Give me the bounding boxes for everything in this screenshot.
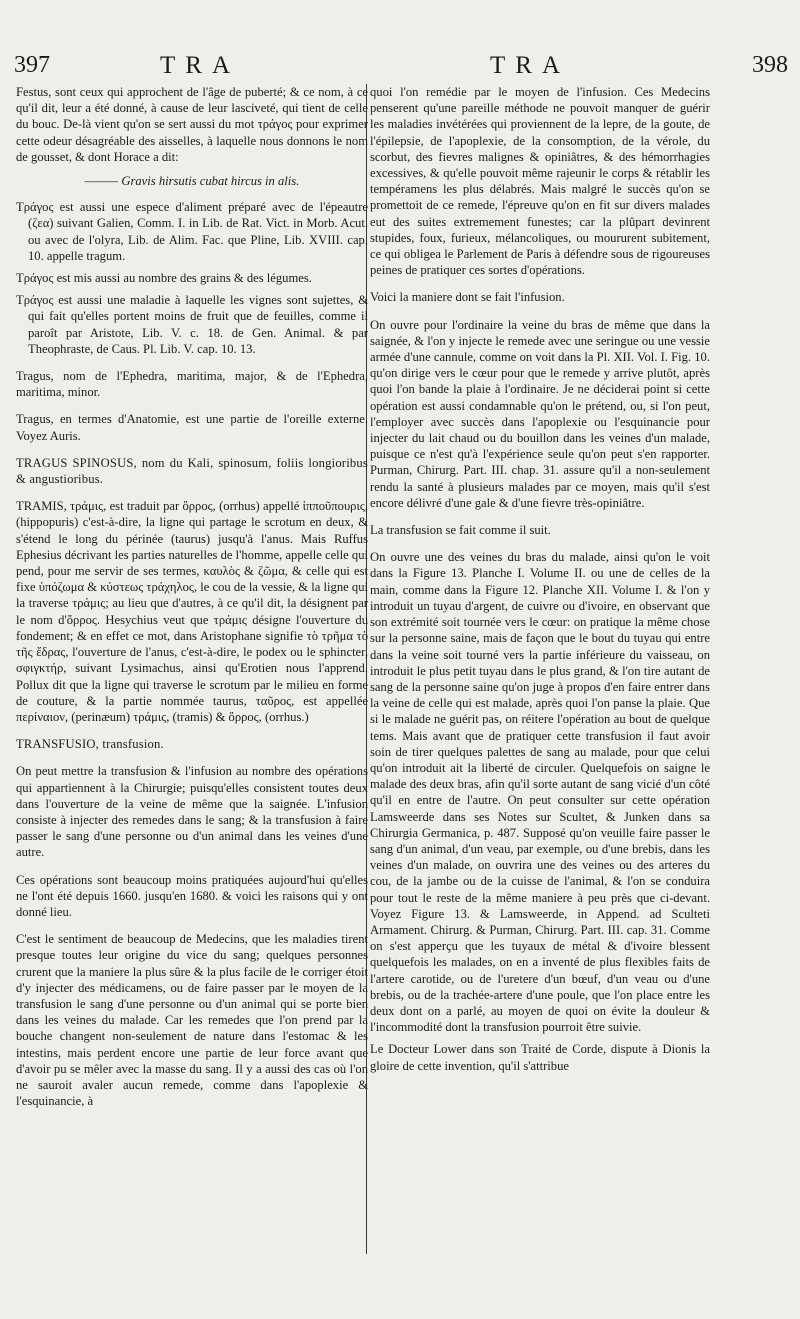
left-column <box>16 84 368 1115</box>
entry-tragus-anatomie: Tragus, en termes d'Anatomie, est une partie de l'oreille externe. Voyez Auris. <box>16 412 368 443</box>
right-column <box>370 84 710 1080</box>
entry-tramis: TRAMIS, τράμις, est traduit par ὄρρος, (orrhus) appellé ἱπποῦπουρις, (hippopuris) c'est-à-dire, la ligne qui partage le scrotum en deux, & s'étend le long du périnée (taurus) jusqu'à l'anus. Mais Ruffus Ephesius décrivant les parties naturelles de l'homme, appelle celle qui pend, pour me servir de ses termes, καυλὸς & ζῶμα, & celle qui est fixe ὑπόζωμα & κύστεως τράχηλος, le cou de la vessie, & la ligne qui la traverse τράμις; au lieu que d'autres, à ce qu'il dit, la désignent par le nom d'ὄρρος. Hesychius veut que τράμις désigne l'ouverture du fondement; & en effet ce mot, dans Aristophane signifie τὸ τρῆμα τὸ τῆς ἕδρας, l'ouverture de l'anus, c'est-à-dire, le podex ou le sphincter, σφιγκτήρ, suivant Lysimachus, ainsi qu'Erotien nous l'apprend. Pollux dit que la ligne qui traverse le scrotum par le milieu en forme de couture, & la partie nommée taurus, ταῦρος, est appellée περίναιον, (perinæum) τράμις, (tramis) & ὄρρος, (orrhus.) <box>16 499 368 724</box>
entry-tragus-ephedra: Tragus, nom de l'Ephedra, maritima, major, & de l'Ephedra, maritima, minor. <box>16 369 368 400</box>
paragraph-infusion-continued: quoi l'on remédie par le moyen de l'infusion. Ces Medecins penserent qu'une pareille méthode ne pouvoit manquer de guérir les maladies invétérées qui proviennent de la lepre, de la goute, de l'épilepsie, de l'apoplexie, de la consomption, de la vérole, du scorbut, des fievres malignes & opiniâtres, & des hémorrhagies excessives, & qu'elle pouvoit même rajeunir le corps & rétablir les tempéramens les plus délabrés. Mais malgré le succès qu'on se promettoit de ce remede, l'épreuve qu'on en fit sur divers malades eut des suites extremement funestes; car la plûpart devinrent stupides, foux, furieux, mélancoliques, ou moururent subitement, ce qui obligea le Parlement de Paris à défendre sous de rigoureuses peines de pratiquer ces sortes d'opérations. <box>370 85 710 278</box>
page-header <box>0 52 800 82</box>
paragraph-tragos-aliment: Τράγος est aussi une espece d'aliment préparé avec de l'épeautre (ζεα) suivant Galien, Comm. I. in Lib. de Rat. Vict. in Morb. Acut. ou avec de l'olyra, Lib. de Alim. Fac. que Pline, Lib. XVIII. cap. 10. appelle tragum. <box>16 200 368 263</box>
paragraph-medecins-sentiment: C'est le sentiment de beaucoup de Medecins, que les maladies tirent presque toutes leur origine du vice du sang; quelques personnes crurent que la maniere la plus sûre & la plus facile de le corriger étoit d'y injecter des médicamens, ou de faire passer par le moyen de la transfusion le sang d'une personne ou d'un animal qui se porte bien dans les veines du malade. Car les remedes que l'on prend par la bouche changent non-seulement de nature dans l'estomac & les intestins, mais perdent encore une partie de leur force avant que d'avoir pu se mêler avec la masse du sang. Il y a aussi des cas où l'on ne sauroit avaler aucun remede, comme dans l'apoplexie & l'esquinancie, à <box>16 932 368 1109</box>
entry-transfusio-heading: TRANSFUSIO, transfusion. <box>16 737 164 752</box>
paragraph-transfusion-intro: On peut mettre la transfusion & l'infusion au nombre des opérations qui appartiennent à la Chirurgie; puisqu'elles consistent toutes deux dans l'ouverture de la veine de même que la saignée. L'infusion consiste à injecter des remedes dans le sang; & la transfusion à faire passer le sang d'une personne ou d'un animal dans les veines d'une autre. <box>16 764 368 860</box>
subheading-infusion-method: Voici la maniere dont se fait l'infusion. <box>370 290 565 305</box>
entry-tragus-spinosus: TRAGUS SPINOSUS, nom du Kali, spinosum, foliis longioribus & angustioribus. <box>16 455 368 487</box>
right-running-head: TRA <box>490 52 570 79</box>
paragraph-infusion-procedure: On ouvre pour l'ordinaire la veine du bras de même que dans la saignée, & l'on y injecte le remede avec une seringue ou une vessie armée d'une cannule, comme on voit dans la Pl. XII. Vol. I. Fig. 10. qu'on dirige vers le cœur pour que le remede y arrive plutôt, après quoi l'on bande la plaie à l'ordinaire. Je ne déciderai point si cette opération est aussi condamnable qu'on le prétend, ou, si l'on peut, l'employer avec succès dans l'apoplexie ou l'esquinancie pour injecter du lait chaud ou du bouillon dans les veines d'un malade, puisque ce n'est qu'à l'expérience seule qu'on peut s'en rapporter. Purman, Chirurg. Part. III. chap. 31. assure qu'il a non-seulement rendu la santé à plusieurs malades par ce moyen, mais qu'il s'est encore délivré d'une gale & d'une fievre très-opiniâtre. <box>370 317 710 510</box>
subheading-transfusion-method: La transfusion se fait comme il suit. <box>370 523 551 538</box>
paragraph-festus: Festus, sont ceux qui approchent de l'âge de puberté; & ce nom, à ce qu'il dit, leur a été donné, à cause de leur lasciveté, qui tient de celle du bouc. De-là vient qu'on se sert aussi du mot τράγος pour exprimer cette odeur désagréable des aisselles, à laquelle nous donnons le nom de gousset, & dont Horace a dit: <box>16 85 368 164</box>
right-page-number: 398 <box>752 52 788 78</box>
paragraph-tragos-maladie: Τράγος est aussi une maladie à laquelle les vignes sont sujettes, & qui fait qu'elles portent moins de fruit que de feuilles, comme il paroît par Aristote, Lib. V. c. 18. de Gen. Animal. & par Theophraste, de Caus. Pl. Lib. V. cap. 10. 13. <box>16 293 368 356</box>
paragraph-operations-history: Ces opérations sont beaucoup moins pratiquées aujourd'hui qu'elles ne l'ont été depuis 1660. jusqu'en 1680. & voici les raisons qui y ont donné lieu. <box>16 872 368 919</box>
paragraph-lower-dionis: Le Docteur Lower dans son Traité de Corde, dispute à Dionis la gloire de cette invention, qu'il s'attribue <box>370 1042 710 1073</box>
horace-quotation: ——— Gravis hirsutis cubat hircus in alis. <box>84 174 300 189</box>
left-running-head: TRA <box>160 52 240 79</box>
paragraph-tragos-grains: Τράγος est mis aussi au nombre des grains & des légumes. <box>16 271 312 286</box>
left-page-number: 397 <box>14 52 50 78</box>
paragraph-transfusion-procedure: On ouvre une des veines du bras du malade, ainsi qu'on le voit dans la Figure 13. Planche I. Volume II. ou une de celles de la main, comme dans la Figure 12. Planche XII. Volume I. & l'on y introduit un tuyau d'argent, de cuivre ou d'ivoire, en observant que son extrémité soit tournée vers le cœur: on pratique la même chose sur la personne saine, mais de façon que le bout du tuyau qui entre dans la veine soit tourné vers la partie inférieure du vaisseau, on introduit le plus petit tuyau dans le plus grand, & l'on tire autant de sang de la personne saine qu'on juge à propos d'en faire entrer dans la veine de celle qui est malade, après quoi l'on panse la plaie. Que si le malade ne guérit pas, on réitere l'opération au bout de quelque tems. Mais avant que de pratiquer cette transfusion il faut avoir soin de tirer quelques palettes de sang au malade, pour que celui qu'on introduit ait la liberté de circuler. Quelquefois on saigne le malade des deux bras, afin qu'il sorte autant de sang vicié d'un côté qu'il en entre de l'autre. On peut consulter sur cette opération Lamsweerde dans ses Notes sur Scultet, & Junken dans sa Chirurgia Germanica, p. 487. Supposé qu'on veuille faire passer le sang d'un animal, d'un veau, par exemple, ou d'une brebis, dans les veines d'un malade, on ouvrira une des veines ou des arteres du cou, de la jambe ou de la cuisse de l'animal, & l'on se conduira pour tout le reste de la même maniere à peu près que ci-devant. Voyez Figure 13. & Lamsweerde, in Append. ad Sculteti Armament. Chirurg. & Purman, Chirurg. Part. III. cap. 31. Comme on s'est apperçu que les tuyaux de métal & d'ivoire blessent quelquefois les malades, on en a inventé de plus flexibles faits de l'artere carotide, ou de l'uretere d'un bœuf, d'un veau ou d'une brebis, ou de la trachée-artere d'une poule, que l'on place entre les deux dont on a parlé, au moyen de quoi on évite la douleur & l'incommodité dont la transfusion pourroit être suivie. <box>370 550 710 1035</box>
